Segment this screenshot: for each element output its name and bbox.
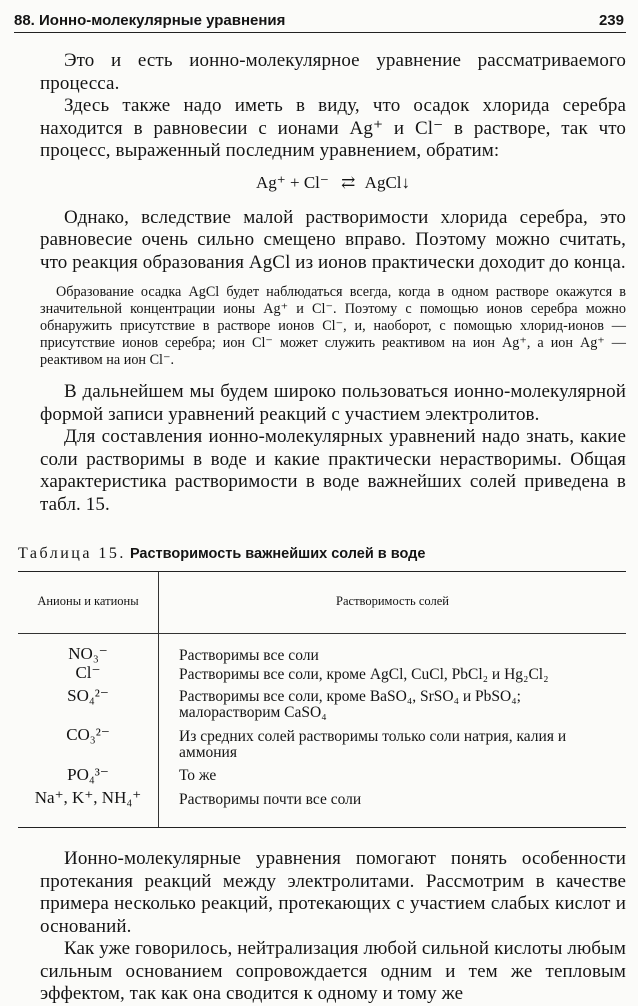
ion-cell: SO₄²⁻	[67, 686, 109, 705]
equilibrium-equation	[40, 173, 626, 193]
solubility-cell: Из средних солей растворимы только соли натрия, калия и аммония	[179, 728, 567, 761]
table-caption	[18, 545, 618, 563]
equilibrium-arrow: ⇄	[341, 172, 354, 192]
paragraph-1: Это и есть ионно-молекулярное уравнение рассматриваемого процесса.	[40, 50, 626, 94]
column-divider	[158, 572, 159, 827]
table-caption-label: Таблица 15.	[18, 545, 126, 562]
ion-cell: Cl⁻	[75, 663, 101, 682]
solubility-cell: Растворимы почти все соли	[179, 791, 362, 808]
solubility-cell: То же	[179, 767, 217, 784]
solubility-cell: Растворимы все соли	[179, 647, 319, 664]
equation-right: AgCl↓	[364, 172, 411, 192]
paragraph-2: Здесь также надо иметь в виду, что осадок хлорида серебра находится в равновесии с ионами Ag⁺ и Cl⁻ в растворе, так что процесс, выраженный последним уравнением, обратим:	[40, 95, 626, 161]
header-divider	[18, 633, 626, 634]
page-number: 239	[598, 12, 624, 29]
ion-cell: PO₄³⁻	[67, 765, 109, 784]
paragraph-3: Однако, вследствие малой растворимости хлорида серебра, это равновесие очень сильно смещено вправо. Поэтому можно считать, что реакция образования AgCl из ионов практически доходит до конца.	[40, 206, 626, 273]
ion-cell: Na⁺, K⁺, NH₄⁺	[34, 788, 142, 807]
solubility-cell: Растворимы все соли, кроме AgCl, CuCl, PbCl₂ и Hg₂Cl₂	[179, 666, 549, 683]
small-print-note: Образование осадка AgCl будет наблюдаться всегда, когда в одном растворе окажутся в значительной концентрации ионы Ag⁺ и Cl⁻. Поэтому с помощью ионов серебра можно обнаружить присутствие в растворе ионов Cl⁻, и, наоборот, с помощью хлорид-ионов — присутствие ионов серебра; ион Cl⁻ может служить реактивом на ион Ag⁺, а ион Ag⁺ — реактивом на ион Cl⁻.	[40, 284, 626, 368]
text-after-table	[40, 848, 626, 1006]
paragraph-4: В дальнейшем мы будем широко пользоваться ионно-молекулярной формой записи уравнений реакций с участием электролитов.	[40, 381, 626, 425]
main-text	[40, 50, 626, 516]
paragraph-7: Как уже говорилось, нейтрализация любой сильной кислоты любым сильным основанием сопровождается одним и тем же тепловым эффектом, так как она сводится к одному и тому же	[40, 938, 626, 1004]
solubility-cell: Растворимы все соли, кроме BaSO₄, SrSO₄ и PbSO₄; малорастворим CaSO₄	[179, 688, 521, 721]
equation-left: Ag⁺ + Cl⁻	[255, 172, 329, 192]
section-title: 88. Ионно-молекулярные уравнения	[14, 12, 286, 29]
paragraph-5: Для составления ионно-молекулярных уравнений надо знать, какие соли растворимы в воде и какие практически нерастворимы. Общая характеристика растворимости в воде важнейших солей приведена в табл. 15.	[40, 426, 626, 515]
paragraph-6: Ионно-молекулярные уравнения помогают понять особенности протекания реакций между электролитами. Рассмотрим в качестве примера несколько реакций, протекающих с участием слабых кислот и оснований.	[40, 848, 626, 937]
column-header-solubility: Растворимость солей	[336, 594, 449, 608]
column-header-ions: Анионы и катионы	[37, 594, 139, 608]
ion-cell: CO₃²⁻	[66, 725, 110, 744]
table-caption-title: Растворимость важнейших солей в воде	[129, 546, 426, 562]
ion-cell: NO₃⁻	[68, 644, 108, 663]
solubility-table	[18, 571, 626, 828]
running-header	[14, 10, 626, 33]
